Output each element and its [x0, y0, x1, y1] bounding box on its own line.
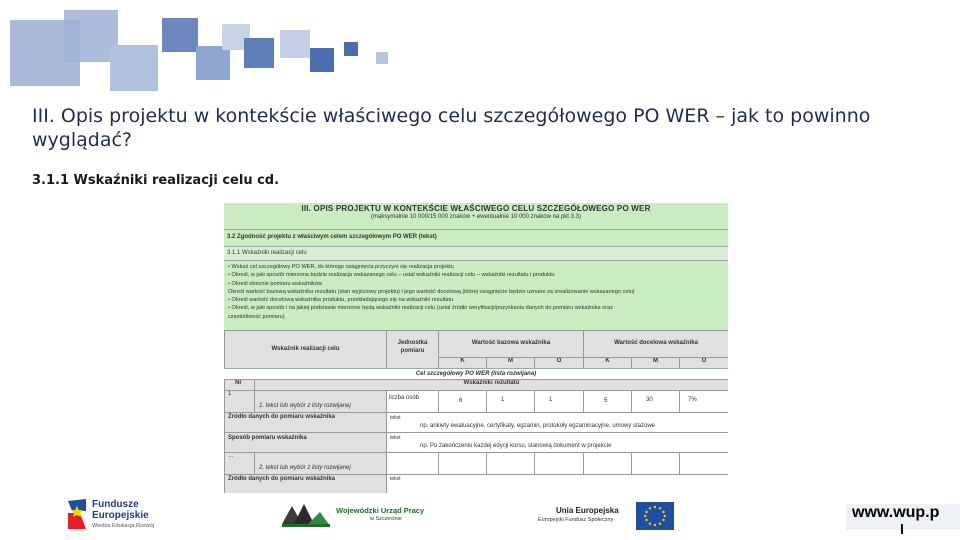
header-indicator-label: Wskaźnik realizacji celu [271, 346, 340, 352]
section-3-2-label: 3.2 Zgodność projektu z właściwym celem szczegółowym PO WER (tekst) [227, 234, 437, 240]
row2-name-value: 2. tekst lub wybór z listy rozwijanej [259, 465, 351, 471]
row1-b-o-value: 1 [549, 397, 553, 403]
o-label: O [701, 358, 707, 364]
header-t-o [679, 357, 728, 368]
header-indicator [224, 330, 386, 368]
wup-mark-icon [280, 500, 332, 530]
section-3-1-1 [224, 246, 728, 260]
source-value-cell [386, 412, 728, 432]
source2-label-cell [224, 474, 386, 493]
form-header-title: III. OPIS PROJEKTU W KONTEKŚCIE WŁAŚCIWEGO CELU SZCZEGÓŁOWEGO PO WER [301, 204, 651, 213]
goal-row [224, 368, 728, 379]
method-label: Sposób pomiaru wskaźnika [228, 435, 307, 441]
row2-nr-value: ... [228, 453, 234, 459]
wup-line2: w Szczecinie [370, 516, 402, 522]
method-value-cell [386, 432, 728, 452]
nr-header [224, 379, 254, 390]
source2-value-cell [386, 474, 728, 493]
decor-square [280, 30, 310, 58]
logo-unia-europejska [538, 502, 678, 532]
criteria-item: Określ wartość bazową wskaźnika rezultatu (stan wyjściowy projektu) i jego wartość docelową (której osiągnięcie będzie uznane za zrealizowanie wskazanego celu) [228, 288, 635, 295]
source-text: np. ankiety ewaluacyjne, certyfikaty, egzamin, protokoły egzaminacyjne, umowy stażowe [420, 423, 655, 429]
decor-square [310, 48, 334, 72]
decor-square [376, 52, 388, 64]
criteria-item: • Określ, w jaki sposób mierzona będzie realizacja wskazanego celu – ustal wskaźniki realizacji celu – wskaźniki rezultatu i produktu [228, 272, 555, 279]
method-text-label: tekst [390, 435, 401, 441]
row1-unit-value: liczba osób [389, 395, 420, 401]
o-label: O [556, 358, 562, 364]
wup-line1: Wojewódzki Urząd Pracy [336, 506, 425, 515]
decor-square [110, 45, 158, 91]
source2-label: Źródło danych do pomiaru wskaźnika [228, 476, 336, 482]
row2-unit [386, 452, 438, 474]
slide-subtitle: 3.1.1 Wskaźniki realizacji celu cd. [32, 173, 280, 188]
logo-fundusze-europejskie [66, 497, 176, 535]
row1-b-k-value: 6 [459, 398, 463, 404]
header-baseline-label: Wartość bazowa wskaźnika [471, 340, 551, 346]
row1-t-o [679, 390, 728, 412]
method-label-cell [224, 432, 386, 452]
row2-nr [224, 452, 254, 474]
criteria-item: • Wskaż cel szczegółowy PO WER, do którego osiągnięcia przyczyni się realizacja projektu [228, 264, 454, 270]
header-baseline [438, 330, 583, 357]
eu-flag-icon [636, 502, 674, 530]
section-3-2 [224, 229, 728, 246]
header-t-k [583, 357, 631, 368]
fe-line1: Fundusze [92, 499, 139, 510]
row1-nr-value: 1 [228, 391, 232, 397]
application-form-excerpt [224, 203, 728, 493]
slide-title: III. Opis projektu w kontekście właściwego celu szczegółowego PO WER – jak to powinno wyglądać? [32, 105, 871, 151]
m-label: M [508, 358, 513, 364]
row2-b-k [438, 452, 486, 474]
row1-t-k-value: 5 [604, 398, 608, 404]
logo-wup-szczecin [280, 500, 440, 534]
row2-name [254, 452, 386, 474]
ue-line2: Europejski Fundusz Społeczny [538, 517, 614, 523]
row2-b-o [534, 452, 583, 474]
header-b-k [438, 357, 486, 368]
source2-text: tekst [390, 476, 401, 482]
row1-b-k [438, 390, 486, 412]
result-label: Wskaźniki rezultatu [463, 380, 520, 386]
form-header-subtitle: (maksymalnie 10 000/15 000 znaków + ewentualnie 10 000 znaków na pkt 3.3) [371, 214, 581, 220]
m-label: M [653, 358, 658, 364]
criteria-list [224, 260, 728, 330]
row2-t-m [631, 452, 679, 474]
header-target-label: Wartość docelowa wskaźnika [614, 340, 698, 346]
row1-b-m [486, 390, 534, 412]
row1-name [254, 390, 386, 412]
header-b-m [486, 357, 534, 368]
header-unit [386, 330, 438, 368]
row1-name-value: 1. tekst lub wybór z listy rozwijanej [259, 403, 351, 409]
row1-unit [386, 390, 438, 412]
row2-t-k [583, 452, 631, 474]
fe-star-icon [66, 497, 88, 531]
row1-t-m-value: 30 [646, 397, 653, 403]
result-header [254, 379, 728, 390]
criteria-item: • Określ wartość docelową wskaźnika produktu, przekładającego się na wskaźniki rezultatu [228, 297, 454, 304]
header-b-o [534, 357, 583, 368]
row1-t-m [631, 390, 679, 412]
row1-b-o [534, 390, 583, 412]
row2-b-m [486, 452, 534, 474]
nr-label: Nr [235, 380, 242, 386]
ue-line1: Unia Europejska [556, 506, 619, 515]
header-target [583, 330, 728, 357]
criteria-item: • Określ, w jaki sposób i na jakiej podstawie mierzone będą wskaźniki realizacji celu (ustal źródło weryfikacji/pozyskania danych do pomiaru wskaźnika oraz [228, 305, 613, 312]
decor-square [162, 18, 198, 52]
section-3-1-1-label: 3.1.1 Wskaźniki realizacji celu [227, 250, 307, 256]
fe-line2: Europejskie [92, 510, 149, 521]
criteria-item: • Określ obecnie pomiaru wskaźników [228, 280, 322, 287]
decor-square [244, 38, 274, 68]
form-header [224, 203, 728, 229]
goal-row-label: Cel szczegółowy PO WER (lista rozwijana) [415, 371, 537, 377]
decor-square [196, 46, 230, 80]
k-label: K [605, 358, 610, 364]
fe-line3: Wiedza Edukacja Rozwój [92, 523, 155, 529]
row1-t-o-value: 7% [688, 397, 697, 403]
criteria-item: częstotliwość pomiaru) [228, 313, 285, 320]
row1-nr [224, 390, 254, 412]
method-text: np. Po zakończeniu każdej edycji kursu, stanowią dokument w projekcie [420, 443, 612, 449]
header-unit-label: Jednostka pomiaru [397, 340, 428, 354]
k-label: K [460, 358, 465, 364]
source-label: Źródło danych do pomiaru wskaźnika [228, 414, 336, 420]
header-t-m [631, 357, 679, 368]
row1-b-m-value: 1 [501, 397, 505, 403]
website-url-continuation: l [900, 521, 904, 537]
decor-square [344, 42, 358, 56]
row1-t-k [583, 390, 631, 412]
source-label-cell [224, 412, 386, 432]
row2-t-o [679, 452, 728, 474]
website-url-text: www.wup.p [852, 504, 940, 521]
source-text-label: tekst [390, 415, 401, 421]
